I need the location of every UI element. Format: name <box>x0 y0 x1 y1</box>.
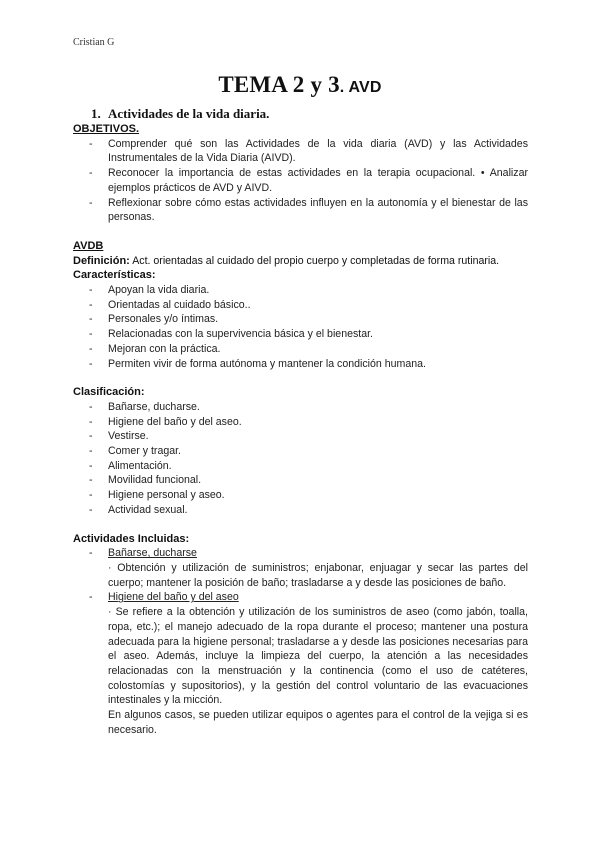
list-item: - Reflexionar sobre cómo estas actividades influyen en la autonomía y el bienestar de las personas. <box>73 196 528 225</box>
list-item: - Orientadas al cuidado básico.. <box>73 298 528 313</box>
page-title <box>0 72 600 98</box>
list-item: - Apoyan la vida diaria. <box>73 283 528 298</box>
section-heading <box>91 106 269 122</box>
incluidas-list-2 <box>73 590 528 605</box>
objetivos-list <box>73 137 528 225</box>
list-item: - Permiten vivir de forma autónoma y mantener la condición humana. <box>73 357 528 372</box>
caracteristicas-list <box>73 283 528 371</box>
document-body <box>73 122 528 737</box>
clasificacion-list <box>73 400 528 518</box>
avdb-label: AVDB <box>73 239 104 252</box>
list-item: - Higiene personal y aseo. <box>73 488 528 503</box>
title-suffix: . AVD <box>339 79 382 96</box>
incluidas-label: Actividades Incluidas: <box>73 532 190 545</box>
objetivos-label: OBJETIVOS. <box>73 123 140 135</box>
activity-title: - Bañarse, ducharse <box>73 546 528 561</box>
list-item: - Comprender qué son las Actividades de la vida diaria (AVD) y las Actividades Instrumentales de la Vida Diaria (AIVD). <box>73 137 528 166</box>
list-item: - Actividad sexual. <box>73 503 528 518</box>
activity-description: · Obtención y utilización de suministros; enjabonar, enjuagar y secar las partes del cuerpo; mantener la posición de baño; trasladarse a y desde las posiciones de baño. <box>108 561 528 589</box>
section-number: 1. <box>91 106 101 121</box>
activity-title: - Higiene del baño y del aseo <box>73 590 528 605</box>
list-item: - Alimentación. <box>73 459 528 474</box>
author-name: Cristian G <box>73 37 115 48</box>
caracteristicas-label: Características: <box>73 269 156 282</box>
list-item: - Personales y/o íntimas. <box>73 312 528 327</box>
section-title: Actividades de la vida diaria. <box>108 106 270 121</box>
title-main: TEMA 2 y 3 <box>218 72 340 97</box>
list-item: - Higiene del baño y del aseo. <box>73 415 528 430</box>
incluidas-list <box>73 546 528 561</box>
list-item: - Comer y tragar. <box>73 444 528 459</box>
definicion-line <box>73 254 528 269</box>
activity-extra-note: En algunos casos, se pueden utilizar equipos o agentes para el control de la vejiga si es necesario. <box>108 709 528 736</box>
list-item: - Bañarse, ducharse. <box>73 400 528 415</box>
list-item: - Mejoran con la práctica. <box>73 342 528 357</box>
definicion-text: Act. orientadas al cuidado del propio cuerpo y completadas de forma rutinaria. <box>129 254 500 267</box>
list-item: - Vestirse. <box>73 429 528 444</box>
activity-description: · Se refiere a la obtención y utilización de los suministros de aseo (como jabón, toalla, ropa, etc.); el manejo adecuado de la ropa durante el proceso; mantener una postura adecuada para la higiene personal; trasladarse a y desde las posiciones necesarias para el aseo. Además, incluye la limpieza del cuerpo, la atención a las necesidades relacionadas con la menstruación y la continencia (como el uso de catéteres, colostomías y supositorios), y la gestión del control voluntario de las evacuaciones intestinales y la micción. <box>108 606 528 707</box>
list-item: - Relacionadas con la supervivencia básica y el bienestar. <box>73 327 528 342</box>
clasificacion-label: Clasificación: <box>73 386 145 399</box>
definicion-label: Definición: <box>73 254 130 267</box>
list-item: - Movilidad funcional. <box>73 473 528 488</box>
list-item: - Reconocer la importancia de estas actividades en la terapia ocupacional. • Analizar ejemplos prácticos de AVD y AIVD. <box>73 166 528 195</box>
